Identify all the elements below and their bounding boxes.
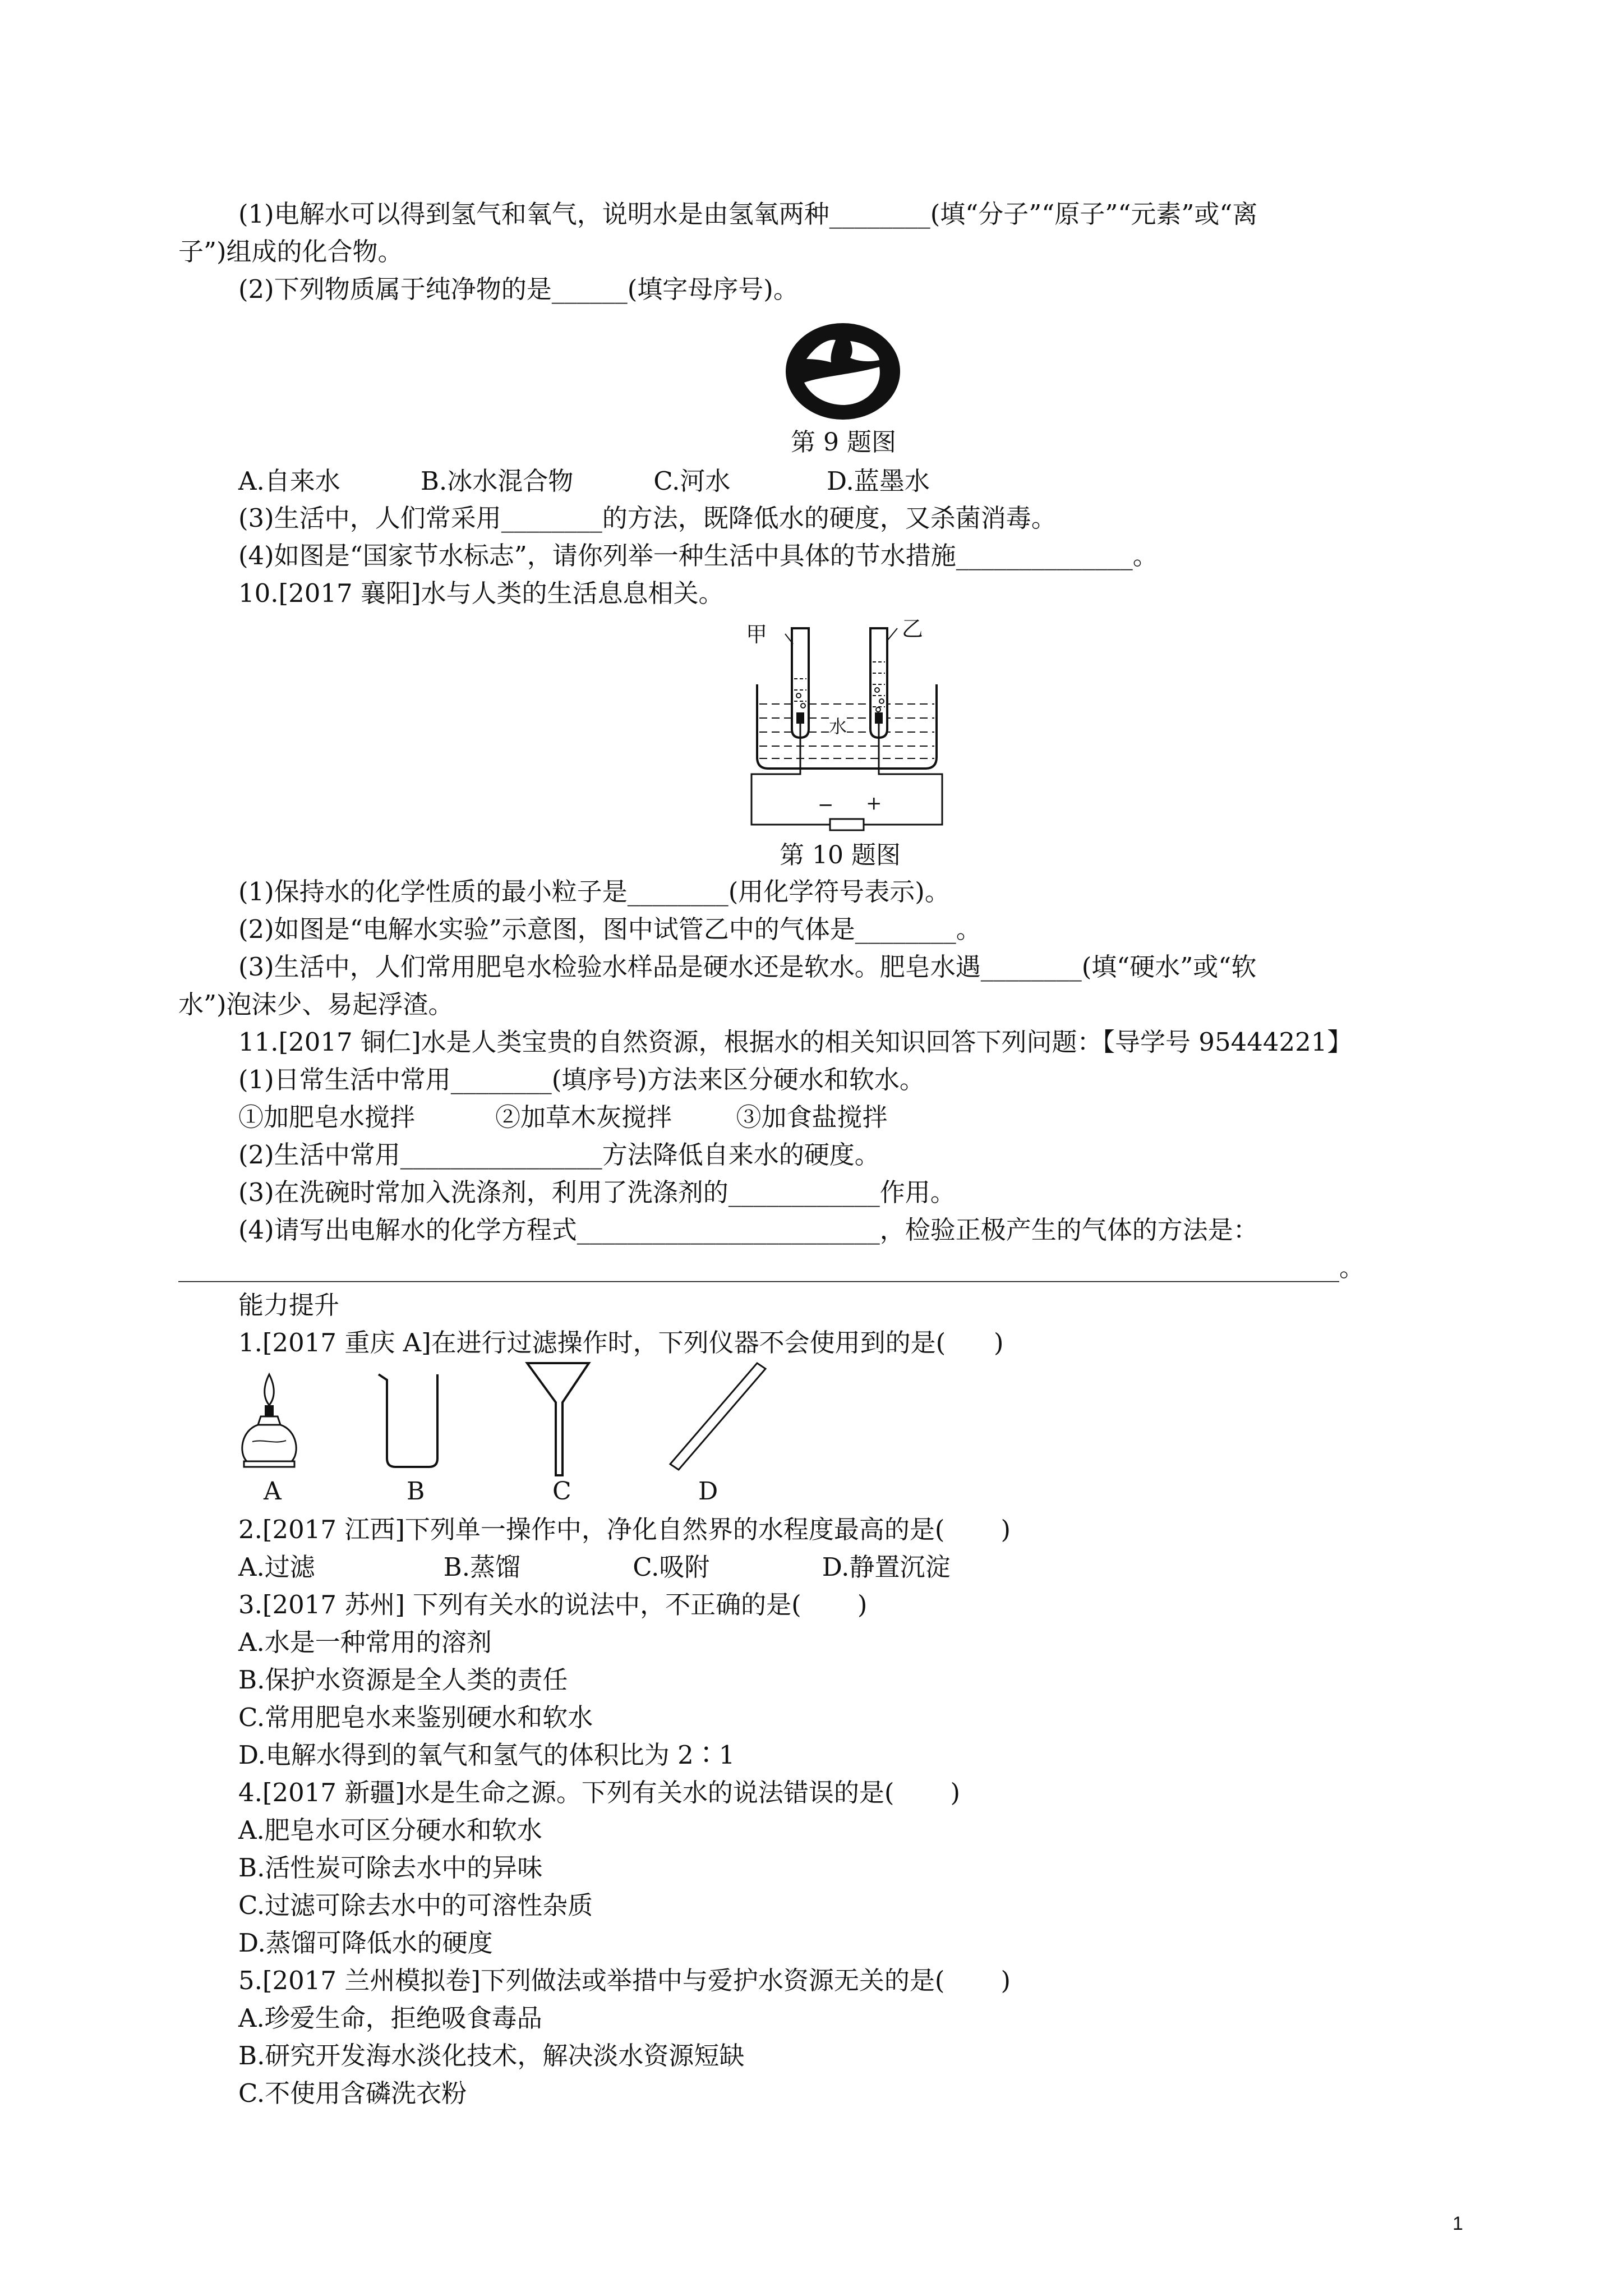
q10-part3-line1: (3)生活中，人们常用肥皂水检验水样品是硬水还是软水。肥皂水遇________(填“硬水”或“软 xyxy=(238,952,1257,982)
electrolysis-apparatus xyxy=(740,611,953,836)
q9-figure-caption: 第 9 题图 xyxy=(791,428,896,457)
q11-part1-options: ①加肥皂水搅拌 ②加草木灰搅拌 ③加食盐搅拌 xyxy=(238,1102,888,1132)
q9-part3: (3)生活中，人们常采用________的方法，既降低水的硬度，又杀菌消毒。 xyxy=(238,503,1057,533)
water-saving-logo xyxy=(784,321,902,422)
section-title: 能力提升 xyxy=(238,1290,340,1320)
a3-option-a: A.水是一种常用的溶剂 xyxy=(238,1627,492,1657)
q11-stem: 11.[2017 铜仁]水是人类宝贵的自然资源，根据水的相关知识回答下列问题：【导学号 95444221】 xyxy=(238,1027,1353,1057)
a2-options: A.过滤 B.蒸馏 C.吸附 D.静置沉淀 xyxy=(238,1552,951,1582)
a4-stem: 4.[2017 新疆]水是生命之源。下列有关水的说法错误的是( ) xyxy=(238,1778,961,1807)
a4-option-a: A.肥皂水可区分硬水和软水 xyxy=(238,1815,542,1845)
q9-part1-line2: 子”)组成的化合物。 xyxy=(178,237,403,266)
tube-label-yi: 乙 xyxy=(902,616,924,641)
glass-rod-icon xyxy=(662,1358,774,1481)
q10-part1: (1)保持水的化学性质的最小粒子是________(用化学符号表示)。 xyxy=(238,877,950,907)
negative-terminal-label: − xyxy=(818,794,834,816)
option-label-a: A xyxy=(264,1477,282,1506)
q9-part4: (4)如图是“国家节水标志”，请你列举一种生活中具体的节水措施______________。 xyxy=(238,541,1158,570)
a4-option-d: D.蒸馏可降低水的硬度 xyxy=(238,1928,493,1958)
alcohol-lamp-icon xyxy=(236,1363,303,1475)
q10-part2: (2)如图是“电解水实验”示意图，图中试管乙中的气体是________。 xyxy=(238,914,981,944)
tube-label-jia: 甲 xyxy=(746,622,768,647)
a3-option-d: D.电解水得到的氧气和氢气的体积比为 2∶1 xyxy=(238,1740,735,1770)
a5-option-b: B.研究开发海水淡化技术，解决淡水资源短缺 xyxy=(238,2041,745,2070)
positive-terminal-label: + xyxy=(866,792,882,815)
a3-option-c: C.常用肥皂水来鉴别硬水和软水 xyxy=(238,1703,593,1732)
a5-option-a: A.珍爱生命，拒绝吸食毒品 xyxy=(238,2003,542,2033)
beaker-icon xyxy=(373,1363,446,1475)
q11-part4-line1: (4)请写出电解水的化学方程式________________________，检验正极产生的气体的方法是： xyxy=(238,1215,1258,1245)
page-number: 1 xyxy=(1453,2213,1463,2234)
q10-part3-line2: 水”)泡沫少、易起浮渣。 xyxy=(178,990,454,1019)
q11-part3: (3)在洗碗时常加入洗涤剂，利用了洗涤剂的____________作用。 xyxy=(238,1177,956,1207)
q10-figure-caption: 第 10 题图 xyxy=(780,841,901,869)
q9-options: A.自来水 B.冰水混合物 C.河水 D.蓝墨水 xyxy=(238,466,930,496)
a4-option-c: C.过滤可除去水中的可溶性杂质 xyxy=(238,1890,593,1920)
water-label: 水 xyxy=(829,712,847,738)
a5-option-c: C.不使用含磷洗衣粉 xyxy=(238,2078,467,2108)
a3-option-b: B.保护水资源是全人类的责任 xyxy=(238,1665,568,1695)
q9-part1-line1: (1)电解水可以得到氢气和氧气，说明水是由氢氧两种________(填“分子”“原子”“元素”或“离 xyxy=(238,199,1258,229)
option-label-b: B xyxy=(407,1477,425,1506)
q11-part4-line2: ____________________________________________________________________________________________。 xyxy=(178,1253,1364,1282)
a2-stem: 2.[2017 江西]下列单一操作中，净化自然界的水程度最高的是( ) xyxy=(238,1515,1011,1544)
q11-part2: (2)生活中常用________________方法降低自来水的硬度。 xyxy=(238,1140,880,1170)
q9-part2: (2)下列物质属于纯净物的是______(填字母序号)。 xyxy=(238,274,799,304)
a1-stem: 1.[2017 重庆 A]在进行过滤操作时，下列仪器不会使用到的是( ) xyxy=(238,1328,1004,1358)
a4-option-b: B.活性炭可除去水中的异味 xyxy=(238,1853,543,1883)
a5-stem: 5.[2017 兰州模拟卷]下列做法或举措中与爱护水资源无关的是( ) xyxy=(238,1966,1011,1995)
a3-stem: 3.[2017 苏州] 下列有关水的说法中，不正确的是( ) xyxy=(238,1590,868,1619)
q11-part1: (1)日常生活中常用________(填序号)方法来区分硬水和软水。 xyxy=(238,1065,925,1094)
option-label-d: D xyxy=(698,1477,718,1506)
option-label-c: C xyxy=(552,1477,571,1506)
funnel-icon xyxy=(524,1358,592,1481)
q10-stem: 10.[2017 襄阳]水与人类的生活息息相关。 xyxy=(238,578,724,608)
